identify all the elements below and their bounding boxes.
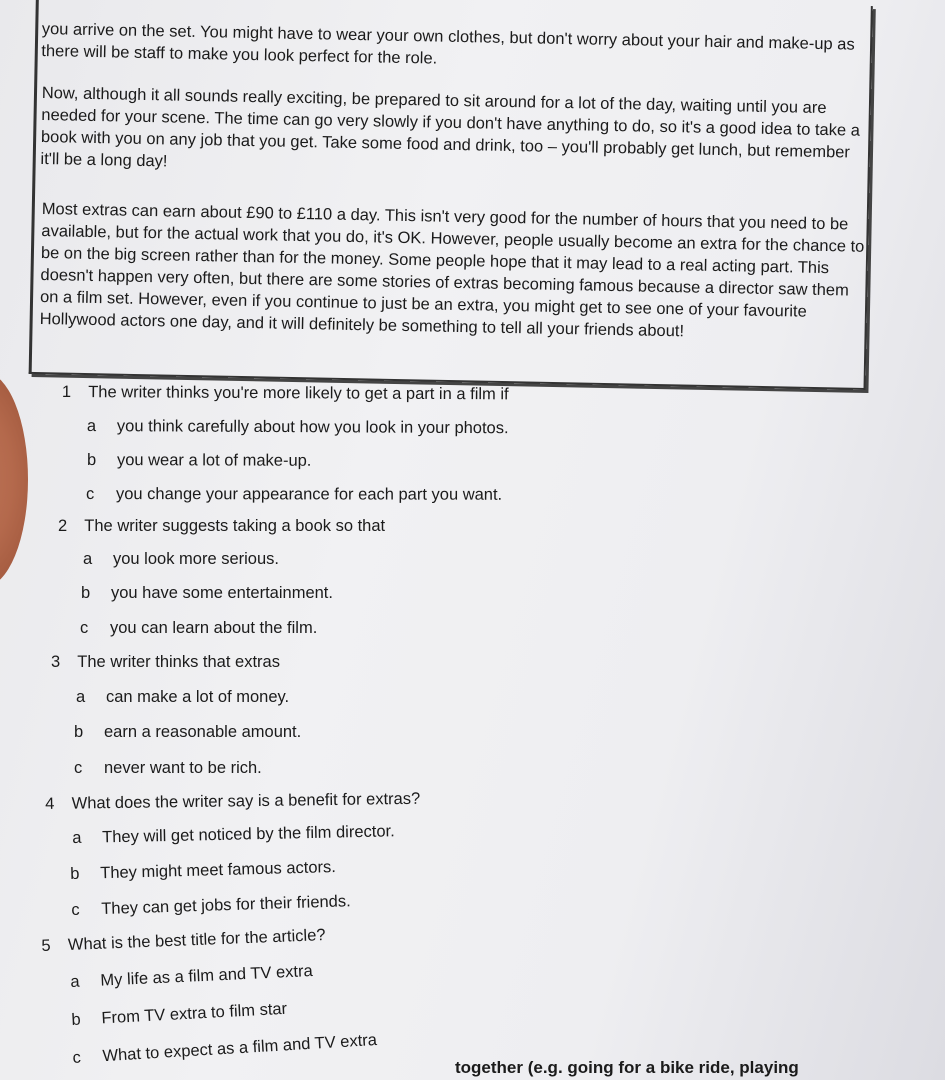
question-1-option-b[interactable] bbox=[87, 450, 312, 471]
option-text: From TV extra to film star bbox=[101, 999, 288, 1028]
next-section-partial-text: together (e.g. going for a bike ride, playing bbox=[455, 1058, 799, 1077]
option-text: you wear a lot of make-up. bbox=[116, 451, 312, 470]
question-5-option-a[interactable] bbox=[70, 961, 313, 992]
option-text: What to expect as a film and TV extra bbox=[102, 1030, 378, 1066]
option-text: never want to be rich. bbox=[104, 759, 262, 777]
option-text: you have some entertainment. bbox=[111, 584, 333, 602]
question-3-option-a[interactable] bbox=[76, 687, 289, 707]
question-3 bbox=[51, 652, 280, 672]
option-letter: a bbox=[72, 828, 82, 847]
option-letter: b bbox=[71, 1010, 82, 1029]
question-text: The writer thinks you're more likely to get a part in a film if bbox=[88, 383, 509, 404]
passage-paragraph-2: Now, although it all sounds really exciting, be prepared to sit around for a lot of the day, waiting until you are needed for your scene. The time can go very slowly if you don't have anything to do, so it's a good idea to take a book with you on any job that you get. Take some food and drink, too – you'll probably get lunch, but remember it'll be a long day! bbox=[40, 83, 861, 171]
option-letter: a bbox=[83, 550, 93, 568]
question-4-option-c[interactable] bbox=[71, 891, 351, 920]
question-5-option-c[interactable] bbox=[72, 1030, 377, 1068]
question-3-option-b[interactable] bbox=[74, 722, 301, 742]
question-1-option-a[interactable] bbox=[87, 416, 509, 438]
question-2 bbox=[58, 516, 385, 536]
question-1 bbox=[62, 382, 509, 404]
question-text: The writer thinks that extras bbox=[77, 653, 280, 671]
option-text: They might meet famous actors. bbox=[100, 858, 337, 883]
question-number: 4 bbox=[45, 794, 55, 813]
option-text: you change your appearance for each part you want. bbox=[115, 485, 503, 504]
finger bbox=[0, 372, 28, 587]
question-number: 5 bbox=[41, 936, 51, 955]
option-letter: b bbox=[81, 584, 91, 602]
question-2-option-c[interactable] bbox=[80, 618, 317, 638]
question-number: 2 bbox=[58, 517, 68, 535]
option-letter: b bbox=[86, 451, 97, 470]
question-5 bbox=[41, 925, 326, 956]
option-text: can make a lot of money. bbox=[106, 688, 290, 706]
option-letter: a bbox=[86, 417, 97, 436]
question-1-option-c[interactable] bbox=[86, 484, 502, 505]
option-letter: b bbox=[74, 723, 84, 741]
question-3-option-c[interactable] bbox=[74, 758, 262, 778]
passage-paragraph-3: Most extras can earn about £90 to £110 a day. This isn't very good for the number of hours that you need to be available, but for the actual work that you do, it's OK. However, people usually become an extra for the chance to be on the big screen rather than for the money. Some people hope that it may lead to a real acting part. This doesn't happen very often, but there are some stories of extras becoming famous because a director saw them on a film set. However, even if you continue to just be an extra, you might get to see one of your favourite Hollywood actors one day, and it will definitely be something to tell all your friends about! bbox=[39, 199, 865, 341]
option-text: you look more serious. bbox=[113, 550, 279, 568]
question-5-option-b[interactable] bbox=[71, 999, 288, 1030]
passage-paragraph-1: you arrive on the set. You might have to wear your own clothes, but don't worry about your hair and make-up as there will be staff to make you look perfect for the role. bbox=[41, 19, 855, 68]
question-text: What is the best title for the article? bbox=[67, 926, 326, 954]
option-letter: c bbox=[80, 619, 89, 637]
option-letter: c bbox=[71, 900, 80, 919]
question-number: 3 bbox=[51, 653, 61, 671]
option-text: you think carefully about how you look in your photos. bbox=[116, 417, 509, 438]
option-letter: a bbox=[76, 688, 86, 706]
question-4-option-a[interactable] bbox=[72, 821, 395, 848]
option-text: My life as a film and TV extra bbox=[100, 962, 314, 990]
option-letter: b bbox=[70, 864, 80, 883]
option-letter: a bbox=[70, 972, 81, 991]
option-letter: c bbox=[85, 485, 95, 504]
option-letter: c bbox=[72, 1048, 82, 1067]
option-text: earn a reasonable amount. bbox=[104, 723, 302, 741]
question-4 bbox=[45, 789, 420, 814]
question-2-option-a[interactable] bbox=[83, 549, 279, 569]
question-text: What does the writer say is a benefit for extras? bbox=[71, 789, 421, 813]
question-text: The writer suggests taking a book so that bbox=[84, 517, 386, 535]
option-text: They will get noticed by the film director. bbox=[102, 822, 395, 847]
option-text: They can get jobs for their friends. bbox=[101, 892, 351, 919]
question-4-option-b[interactable] bbox=[70, 857, 336, 884]
question-2-option-b[interactable] bbox=[81, 583, 333, 603]
option-text: you can learn about the film. bbox=[110, 619, 318, 637]
question-number: 1 bbox=[61, 383, 72, 402]
option-letter: c bbox=[74, 759, 83, 777]
